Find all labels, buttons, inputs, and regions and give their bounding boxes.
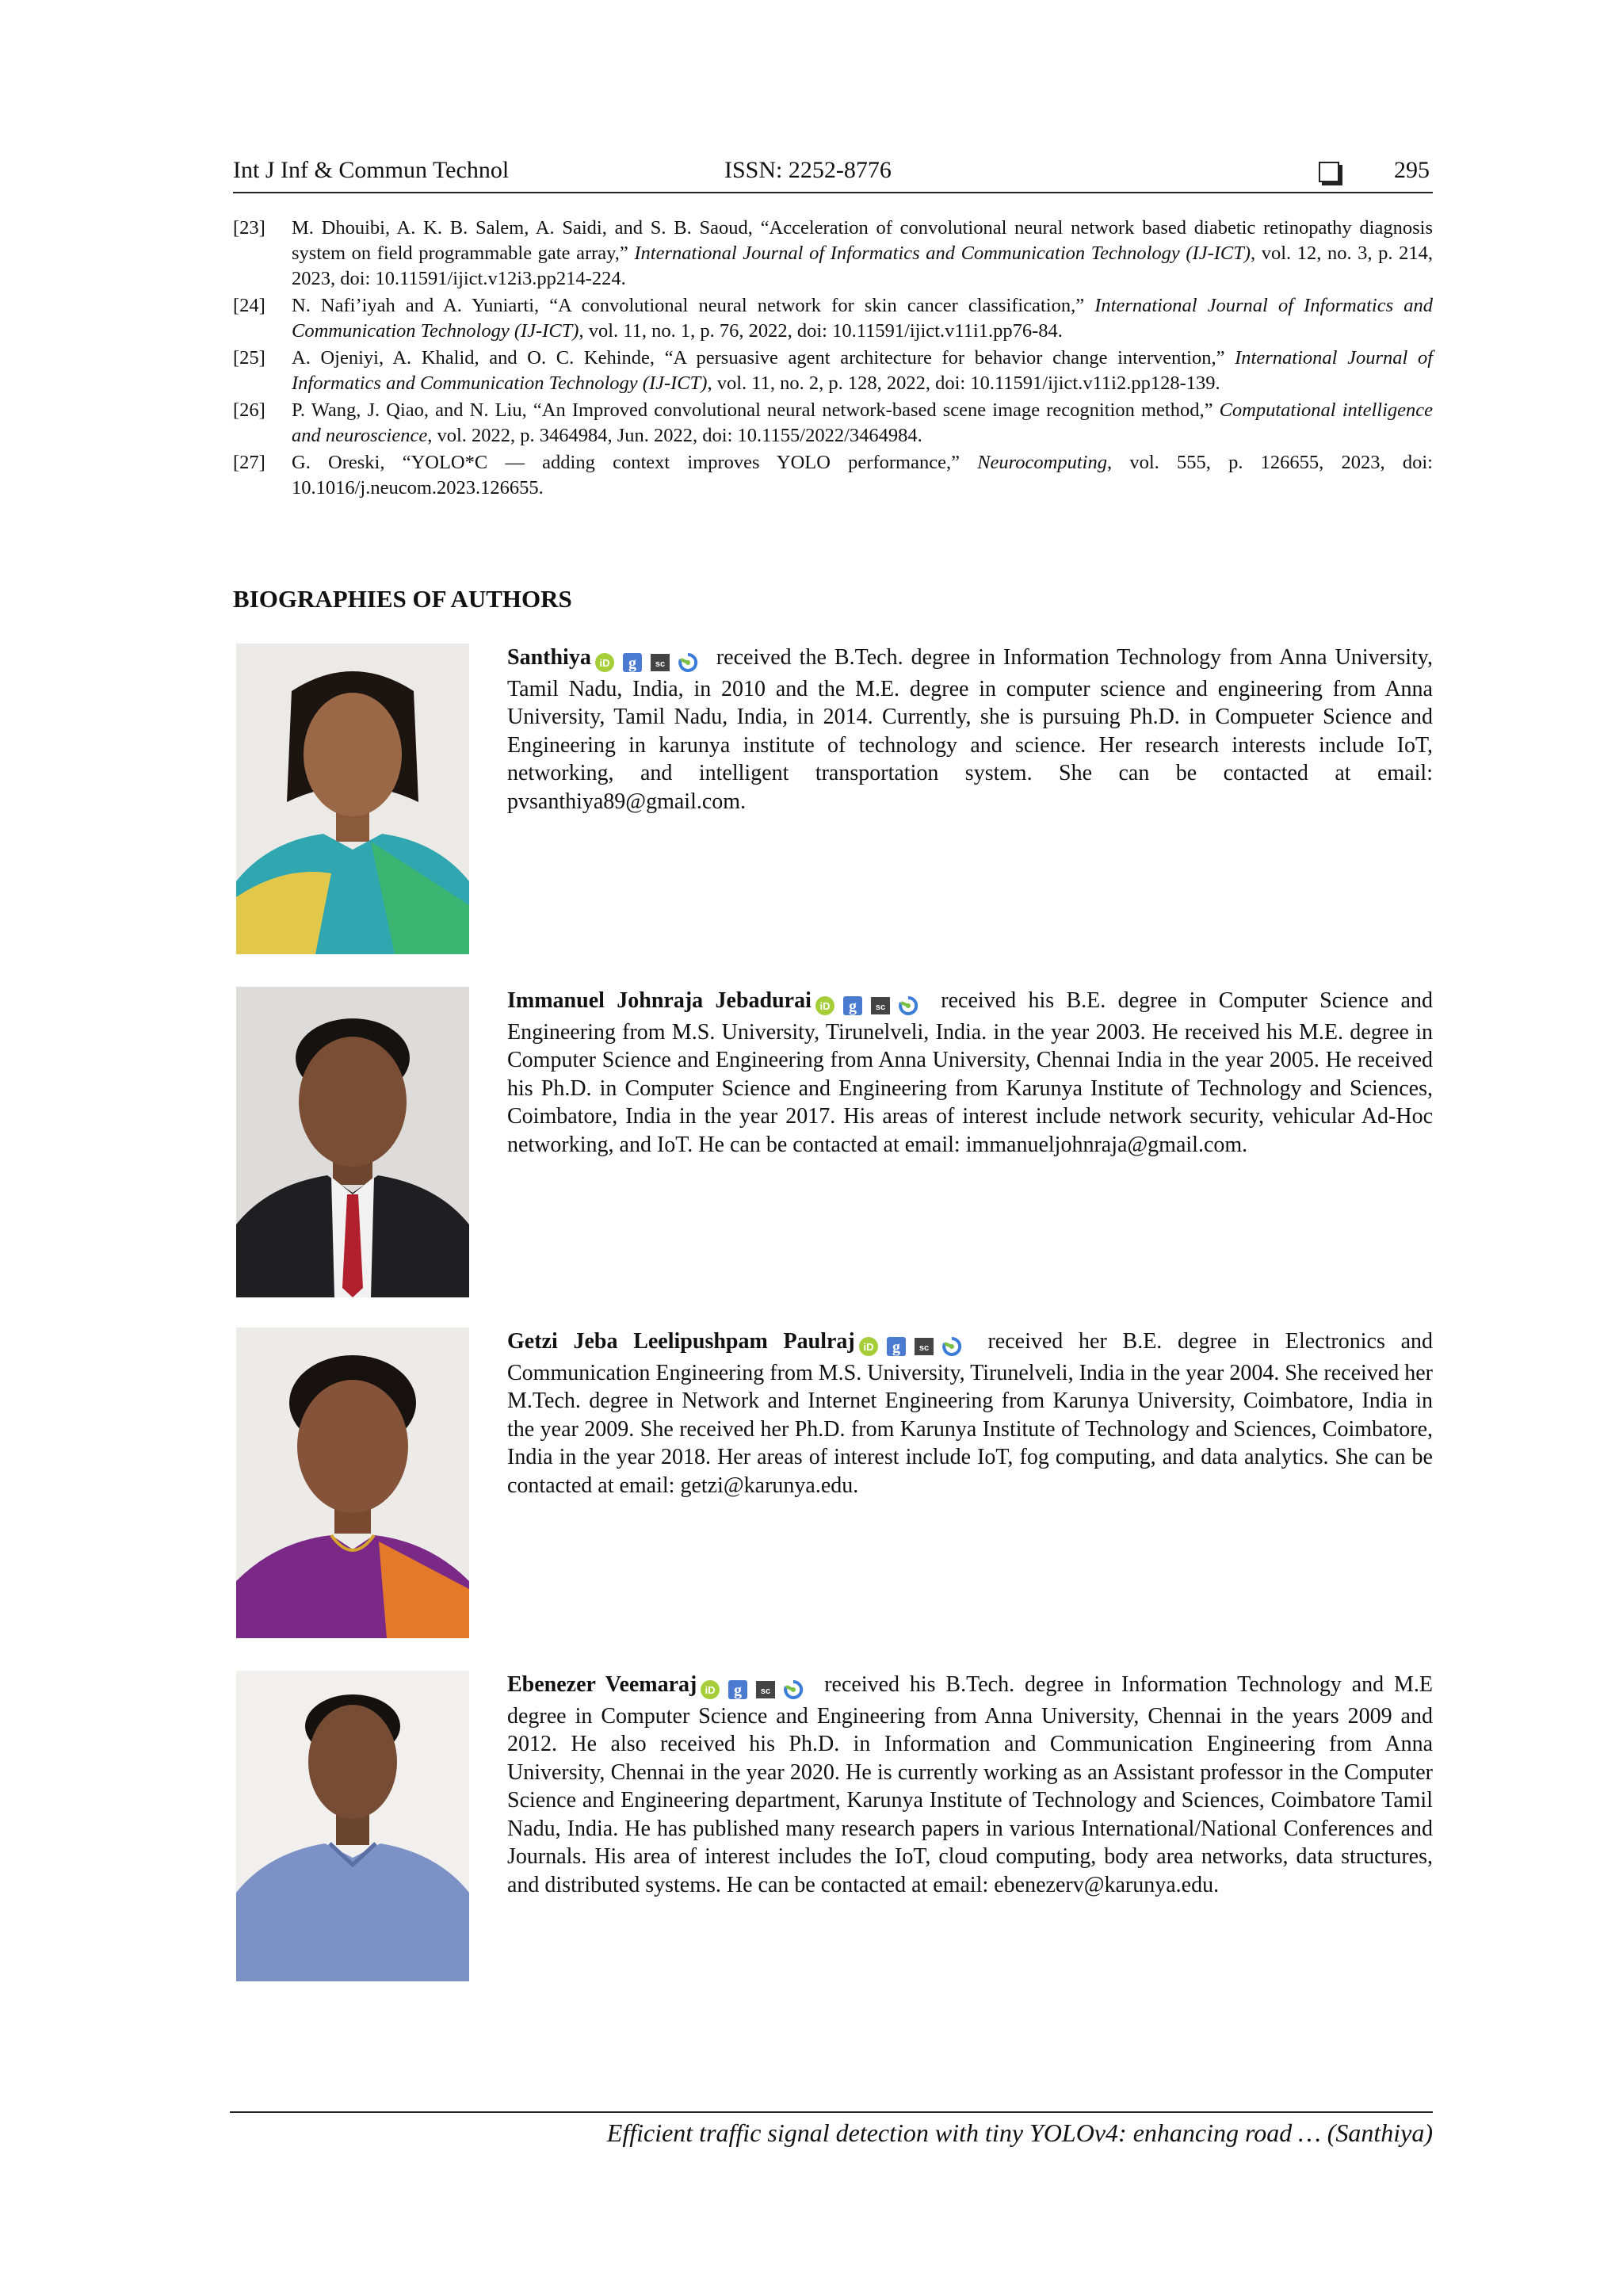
- publons-icon[interactable]: [783, 1679, 804, 1700]
- orcid-icon[interactable]: [815, 995, 835, 1016]
- svg-text:iD: iD: [819, 999, 831, 1012]
- author-description: received his B.E. degree in Computer Science and Engineering from M.S. University, Tirunelveli, India. in the year 2003. He received his M.E. degree in Computer Science and Engineering from Anna University, Chennai India in the year 2005. He received his Ph.D. in Computer Science and Engineering from Karunya Institute of Technology and Sciences, Coimbatore, India in the year 2017. His areas of interest include network security, vehicular Ad-Hoc networking, and IoT. He can be contacted at email: immanueljohnraja@gmail.com.: [507, 988, 1433, 1157]
- reference-item: [25] A. Ojeniyi, A. Khalid, and O. C. Kehinde, “A persuasive agent architecture for behavior change intervention,” International Journal of Informatics and Communication Technology (IJ-ICT), vol. 11, no. 2, p. 128, 2022, doi: 10.11591/ijict.v11i2.pp128-139.: [233, 347, 1433, 394]
- square-bullet-icon: [1319, 162, 1339, 182]
- author-description: received the B.Tech. degree in Information Technology from Anna University, Tamil Nadu, India, in 2010 and the M.E. degree in computer science and engineering from Anna University, Tamil Nadu, India, in 2014. Currently, she is pursuing Ph.D. in Compueter Science and Engineering in karunya institute of technology and science. Her research interests include IoT, networking, and intelligent transportation system. She can be contacted at email: pvsanthiya89@gmail.com.: [507, 645, 1433, 814]
- profile-icons: [815, 990, 926, 1018]
- author-bio-text: [507, 1671, 1433, 1899]
- author-photo: [236, 1671, 469, 1981]
- author-bio-text: [507, 987, 1433, 1159]
- section-title: BIOGRAPHIES OF AUTHORS: [233, 585, 572, 613]
- reference-venue: International Journal of Informatics and Communication Technology (IJ-ICT): [292, 295, 1433, 342]
- author-name: Immanuel Johnraja Jebadurai: [507, 988, 812, 1013]
- orcid-icon[interactable]: [858, 1336, 879, 1357]
- author-photo: [236, 987, 469, 1297]
- issn: ISSN: 2252-8776: [724, 157, 892, 183]
- reference-number: [24]: [233, 295, 265, 316]
- author-name: Getzi Jeba Leelipushpam Paulraj: [507, 1329, 855, 1354]
- publons-icon[interactable]: [678, 652, 698, 673]
- profile-icons: [700, 1674, 811, 1702]
- author-name: Ebenezer Veemaraj: [507, 1672, 697, 1697]
- scopus-icon[interactable]: [755, 1679, 776, 1700]
- author-description: received her B.E. degree in Electronics and Communication Engineering from M.S. University, Tirunelveli, India in the year 2004. She received her M.Tech. degree in Network and Internet Engineering from Karunya University, Coimbatore, India in the year 2009. She received her Ph.D. from Karunya Institute of Technology and Sciences, Coimbatore, India in the year 2018. Her areas of interest include IoT, fog computing, and data analytics. She can be contacted at email: getzi@karunya.edu.: [507, 1329, 1433, 1498]
- reference-item: [26] P. Wang, J. Qiao, and N. Liu, “An Improved convolutional neural network-based scene image recognition method,” Computational intelligence and neuroscience, vol. 2022, p. 3464984, Jun. 2022, doi: 10.1155/2022/3464984.: [233, 399, 1433, 446]
- journal-name: Int J Inf & Commun Technol: [233, 157, 510, 183]
- reference-item: [27] G. Oreski, “YOLO*C — adding context improves YOLO performance,” Neurocomputing, vol. 555, p. 126655, 2023, doi: 10.1016/j.neucom.2023.126655.: [233, 452, 1433, 499]
- footer-rule: [230, 2111, 1433, 2113]
- google-scholar-icon[interactable]: [622, 652, 643, 673]
- author-bio-text: [507, 644, 1433, 816]
- reference-number: [27]: [233, 452, 265, 473]
- svg-text:g: g: [848, 997, 857, 1015]
- author-name: Santhiya: [507, 645, 591, 670]
- running-header: [233, 155, 1433, 193]
- running-footer: Efficient traffic signal detection with tiny YOLOv4: enhancing road … (Santhiya): [606, 2118, 1433, 2147]
- svg-text:iD: iD: [863, 1340, 874, 1353]
- reference-item: [23] M. Dhouibi, A. K. B. Salem, A. Saidi, and S. B. Saoud, “Acceleration of convolutional neural network based diabetic retinopathy diagnosis system on field programmable gate array,” International Journal of Informatics and Communication Technology (IJ-ICT), vol. 12, no. 3, p. 214, 2023, doi: 10.11591/ijict.v12i3.pp214-224.: [233, 217, 1433, 289]
- orcid-icon[interactable]: [594, 652, 615, 673]
- scopus-icon[interactable]: [914, 1336, 934, 1357]
- profile-icons: [594, 647, 705, 675]
- profile-icons: [858, 1331, 969, 1359]
- publons-icon[interactable]: [898, 995, 918, 1016]
- google-scholar-icon[interactable]: [727, 1679, 748, 1700]
- reference-number: [26]: [233, 399, 265, 421]
- author-bio-text: [507, 1328, 1433, 1499]
- reference-item: [24] N. Nafi’iyah and A. Yuniarti, “A convolutional neural network for skin cancer classification,” International Journal of Informatics and Communication Technology (IJ-ICT), vol. 11, no. 1, p. 76, 2022, doi: 10.11591/ijict.v11i1.pp76-84.: [233, 295, 1433, 342]
- author-photo: [236, 1328, 469, 1638]
- svg-text:g: g: [892, 1338, 900, 1356]
- scopus-icon[interactable]: [650, 652, 670, 673]
- google-scholar-icon[interactable]: [842, 995, 863, 1016]
- svg-text:sc: sc: [875, 1002, 886, 1012]
- orcid-icon[interactable]: [700, 1679, 720, 1700]
- svg-text:sc: sc: [918, 1343, 929, 1353]
- svg-text:iD: iD: [705, 1683, 716, 1696]
- reference-venue: International Journal of Informatics and Communication Technology (IJ-ICT): [634, 243, 1251, 264]
- google-scholar-icon[interactable]: [886, 1336, 907, 1357]
- reference-number: [25]: [233, 347, 265, 369]
- reference-list: [233, 216, 1433, 502]
- svg-text:iD: iD: [599, 656, 610, 669]
- svg-text:sc: sc: [655, 659, 665, 669]
- svg-text:sc: sc: [761, 1686, 771, 1696]
- scopus-icon[interactable]: [870, 995, 891, 1016]
- svg-text:g: g: [734, 1681, 743, 1699]
- author-photo: [236, 644, 469, 954]
- reference-venue: Computational intelligence and neuroscience: [292, 399, 1433, 446]
- publons-icon[interactable]: [941, 1336, 962, 1357]
- svg-text:g: g: [628, 654, 636, 672]
- page-number: 295: [1394, 157, 1430, 183]
- reference-number: [23]: [233, 217, 265, 239]
- author-description: received his B.Tech. degree in Information Technology and M.E degree in Computer Science and Engineering from Anna University, Chennai in the years 2009 and 2012. He also received his Ph.D. in Information and Communication Engineering from Anna University, Chennai in the year 2020. He is currently working as an Assistant professor in the Computer Science and Engineering department, Karunya Institute of Technology and Sciences, Coimbatore Tamil Nadu, India. He has published many research papers in various International/National Conferences and Journals. His area of interest includes the IoT, cloud computing, body area networks, data structures, and distributed systems. He can be contacted at email: ebenezerv@karunya.edu.: [507, 1672, 1434, 1897]
- reference-venue: International Journal of Informatics and Communication Technology (IJ-ICT): [292, 347, 1433, 394]
- reference-venue: Neurocomputing: [977, 452, 1107, 473]
